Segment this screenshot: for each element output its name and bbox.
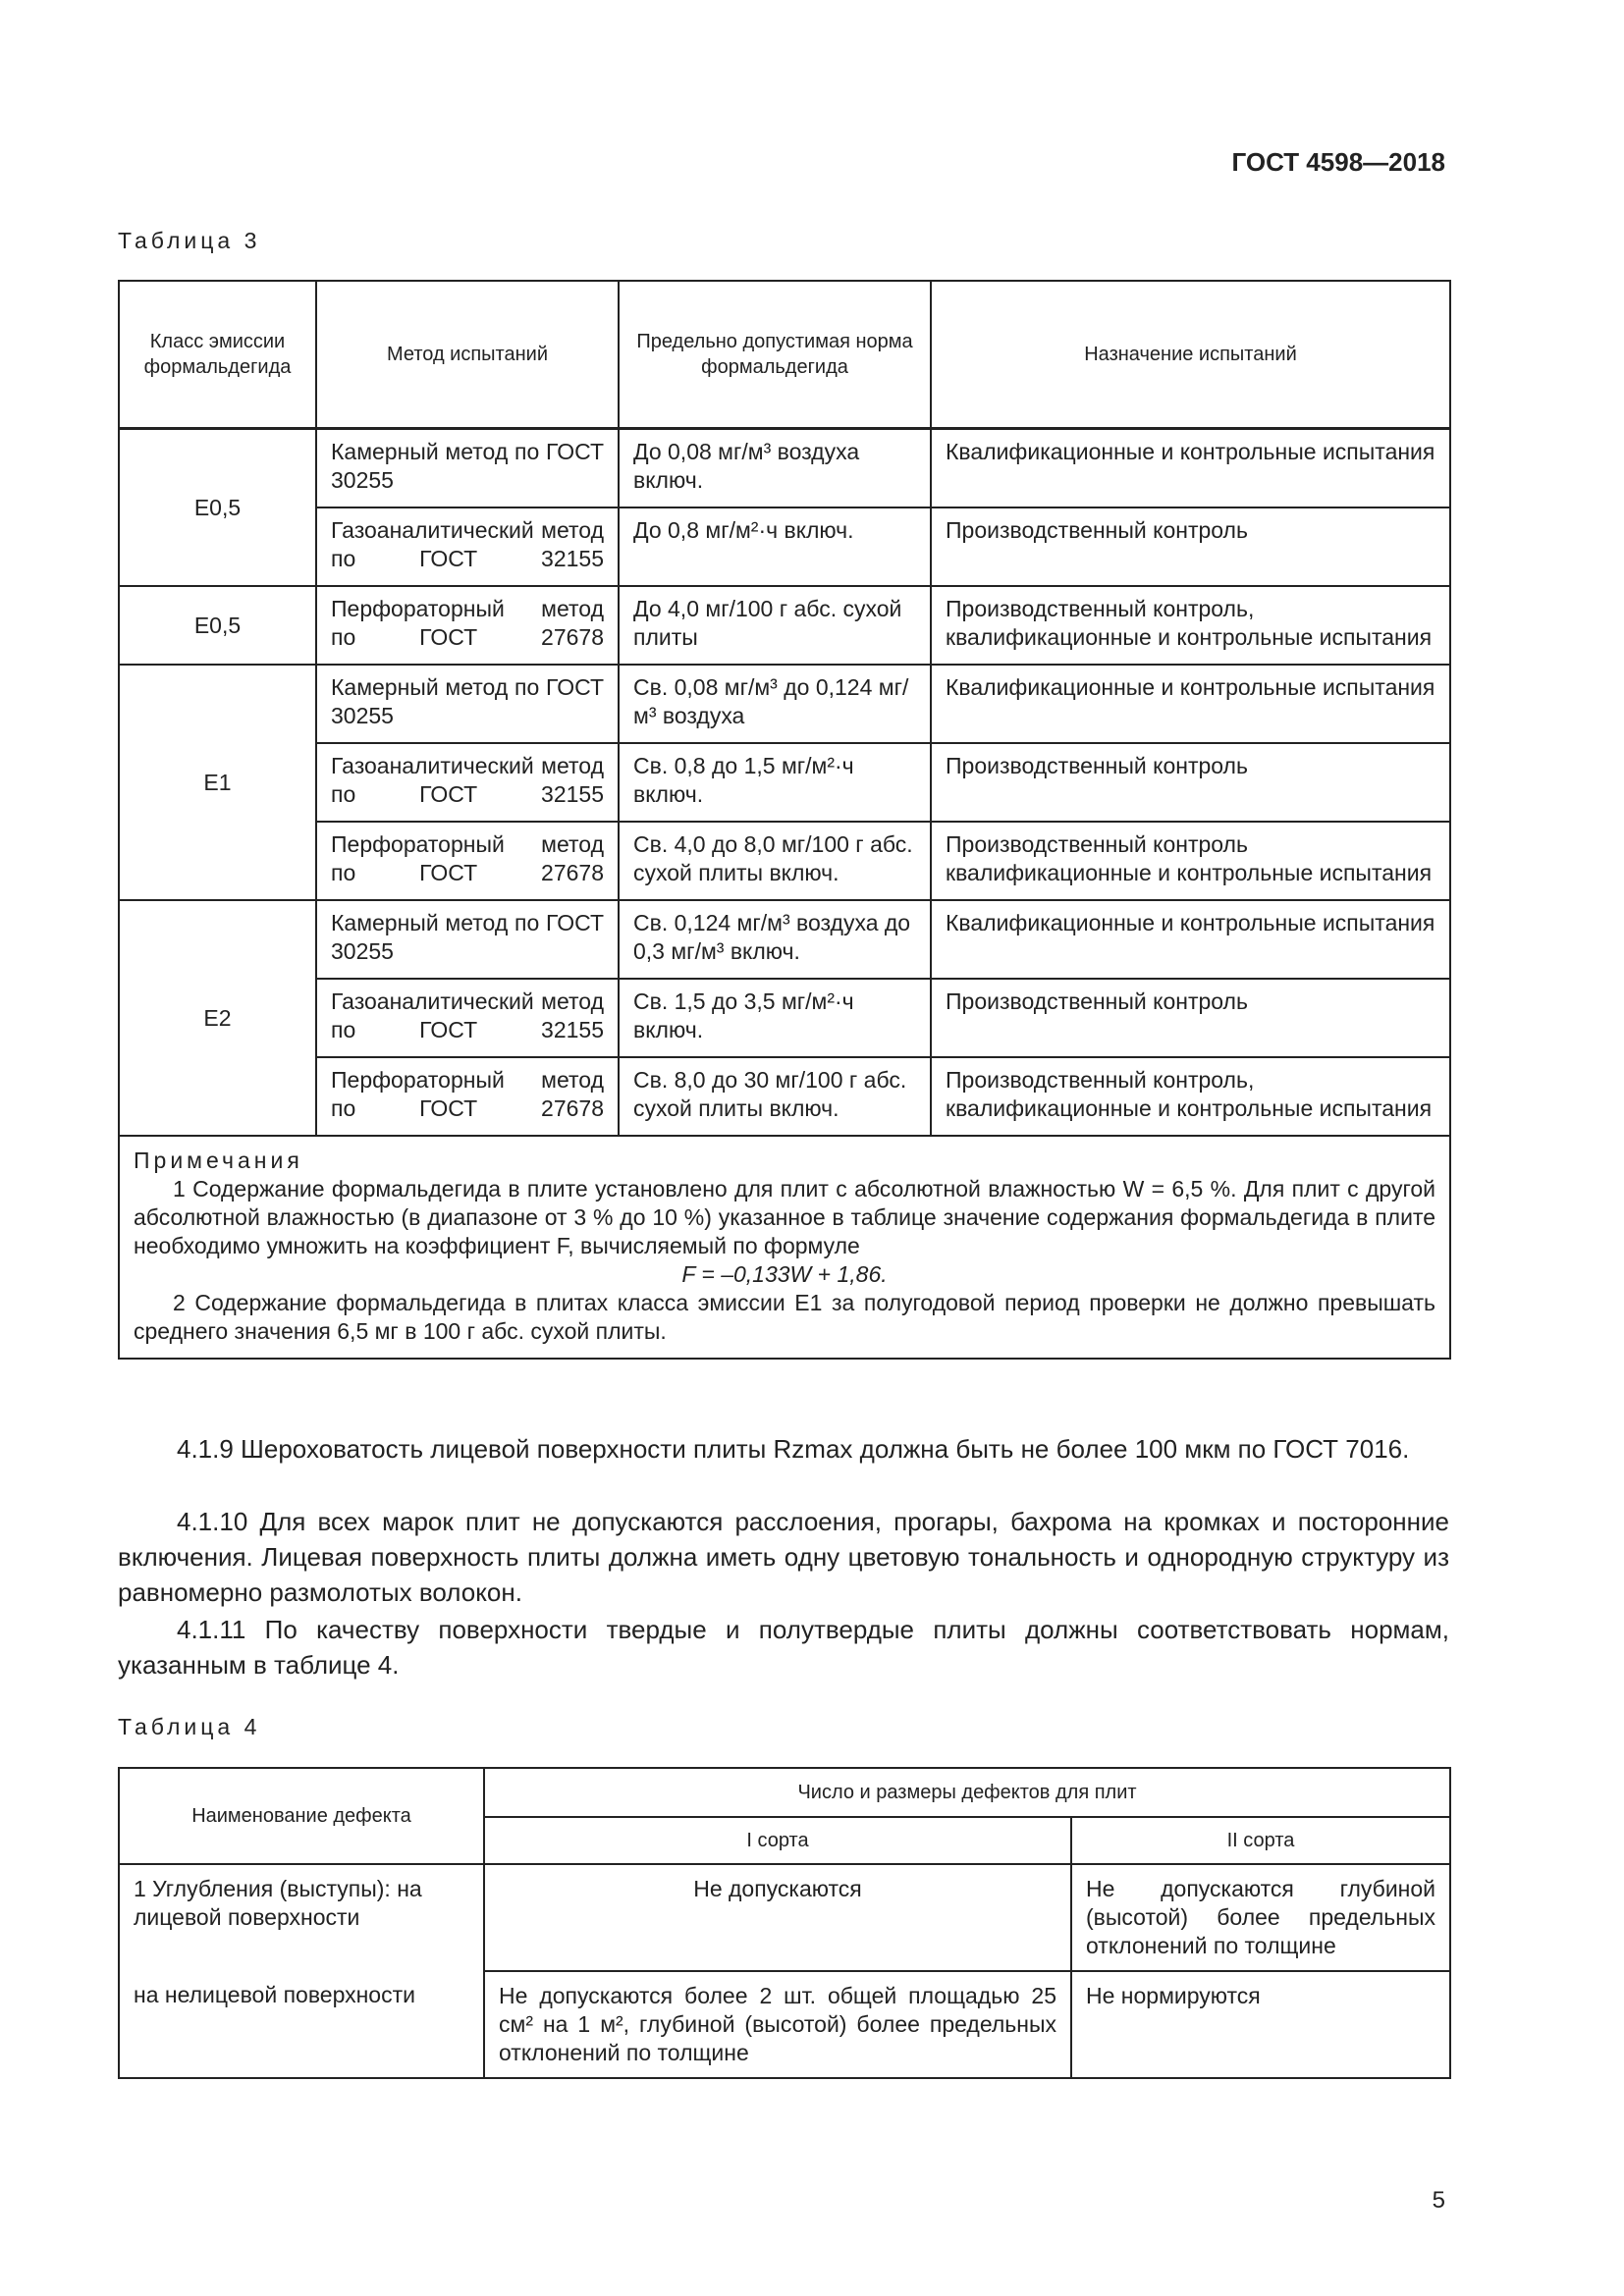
norm-cell: Св. 0,08 мг/м³ до 0,124 мг/м³ воздуха	[619, 665, 931, 743]
purpose-cell: Производственный контроль квалификационные и контрольные испытания	[931, 822, 1450, 900]
grade1-cell: Не допускаются более 2 шт. общей площадью 25 см² на 1 м², глубиной (высотой) более предельных отклонений по толщине	[484, 1971, 1071, 2078]
method-cell: Перфораторный метод по ГОСТ 27678	[316, 586, 619, 665]
standard-code: ГОСТ 4598—2018	[1231, 147, 1445, 177]
table4	[118, 1767, 1451, 2079]
norm-cell: Св. 8,0 до 30 мг/100 г абс. сухой плиты включ.	[619, 1057, 931, 1136]
method-cell: Камерный метод по ГОСТ 30255	[316, 429, 619, 508]
t3-col-norm: Предельно допустимая норма формальдегида	[619, 281, 931, 429]
paragraph-4-1-10: 4.1.10 Для всех марок плит не допускаются расслоения, прогары, бахрома на кромках и посторонние включения. Лицевая поверхность плиты должна иметь одну цветовую тональность и однородную структуру из равномерно размолотых волокон.	[118, 1507, 1449, 1607]
table4-caption: Таблица 4	[118, 1714, 261, 1739]
grade2-cell: Не допускаются глубиной (высотой) более предельных отклонений по толщине	[1071, 1864, 1450, 1971]
method-cell: Газоаналитический метод по ГОСТ 32155	[316, 507, 619, 586]
note-1: 1 Содержание формальдегида в плите установлено для плит с абсолютной влажностью W = 6,5 %. Для плит с другой абсолютной влажностью (в диапазоне от 3 % до 10 %) указанное в таблице значение содержания формальдегида в плите необходимо умножить на коэффициент F, вычисляемый по формуле	[134, 1176, 1435, 1258]
norm-cell: Св. 4,0 до 8,0 мг/100 г абс. сухой плиты включ.	[619, 822, 931, 900]
defect-cell: на нелицевой поверхности	[119, 1971, 484, 2078]
purpose-cell: Производственный контроль	[931, 507, 1450, 586]
class-cell: E0,5	[119, 586, 316, 665]
class-cell: E1	[119, 665, 316, 900]
paragraph-4-1-9: 4.1.9 Шероховатость лицевой поверхности плиты Rzmax должна быть не более 100 мкм по ГОСТ 7016.	[177, 1434, 1410, 1464]
grade2-cell: Не нормируются	[1071, 1971, 1450, 2078]
purpose-cell: Квалификационные и контрольные испытания	[931, 665, 1450, 743]
norm-cell: Св. 1,5 до 3,5 мг/м²·ч включ.	[619, 979, 931, 1057]
norm-cell: До 4,0 мг/100 г абс. сухой плиты	[619, 586, 931, 665]
t4-col-grade2: II сорта	[1071, 1817, 1450, 1864]
purpose-cell: Производственный контроль	[931, 743, 1450, 822]
defect-cell: 1 Углубления (выступы): на лицевой поверхности	[119, 1864, 484, 1971]
method-cell: Камерный метод по ГОСТ 30255	[316, 900, 619, 979]
norm-cell: До 0,08 мг/м³ воздуха включ.	[619, 429, 931, 508]
purpose-cell: Производственный контроль	[931, 979, 1450, 1057]
notes-heading: Примечания	[134, 1148, 303, 1173]
t4-col-group: Число и размеры дефектов для плит	[484, 1768, 1450, 1817]
t3-col-purpose: Назначение испытаний	[931, 281, 1450, 429]
page-number: 5	[1432, 2187, 1445, 2214]
table3-caption: Таблица 3	[118, 228, 261, 253]
class-cell: E0,5	[119, 429, 316, 587]
t4-col-grade1: I сорта	[484, 1817, 1071, 1864]
method-cell: Перфораторный метод по ГОСТ 27678	[316, 1057, 619, 1136]
grade1-cell: Не допускаются	[484, 1864, 1071, 1971]
method-cell: Камерный метод по ГОСТ 30255	[316, 665, 619, 743]
purpose-cell: Производственный контроль, квалификационные и контрольные испытания	[931, 1057, 1450, 1136]
paragraph-4-1-11: 4.1.11 По качеству поверхности твердые и полутвердые плиты должны соответствовать нормам, указанным в таблице 4.	[118, 1615, 1449, 1680]
norm-cell: Св. 0,124 мг/м³ воздуха до 0,3 мг/м³ включ.	[619, 900, 931, 979]
method-cell: Перфораторный метод по ГОСТ 27678	[316, 822, 619, 900]
purpose-cell: Производственный контроль, квалификационные и контрольные испытания	[931, 586, 1450, 665]
method-cell: Газоаналитический метод по ГОСТ 32155	[316, 743, 619, 822]
table3-notes	[119, 1136, 1450, 1359]
t4-col-defect: Наименование дефекта	[119, 1768, 484, 1864]
purpose-cell: Квалификационные и контрольные испытания	[931, 429, 1450, 508]
purpose-cell: Квалификационные и контрольные испытания	[931, 900, 1450, 979]
note-2: 2 Содержание формальдегида в плитах класса эмиссии Е1 за полугодовой период проверки не должно превышать среднего значения 6,5 мг в 100 г абс. сухой плиты.	[134, 1290, 1435, 1344]
formula: F = –0,133W + 1,86.	[681, 1261, 888, 1287]
t3-col-class: Класс эмиссии формальдегида	[119, 281, 316, 429]
class-cell: E2	[119, 900, 316, 1136]
norm-cell: Св. 0,8 до 1,5 мг/м²·ч включ.	[619, 743, 931, 822]
method-cell: Газоаналитический метод по ГОСТ 32155	[316, 979, 619, 1057]
t3-col-method: Метод испытаний	[316, 281, 619, 429]
norm-cell: До 0,8 мг/м²·ч включ.	[619, 507, 931, 586]
table3	[118, 280, 1451, 1360]
